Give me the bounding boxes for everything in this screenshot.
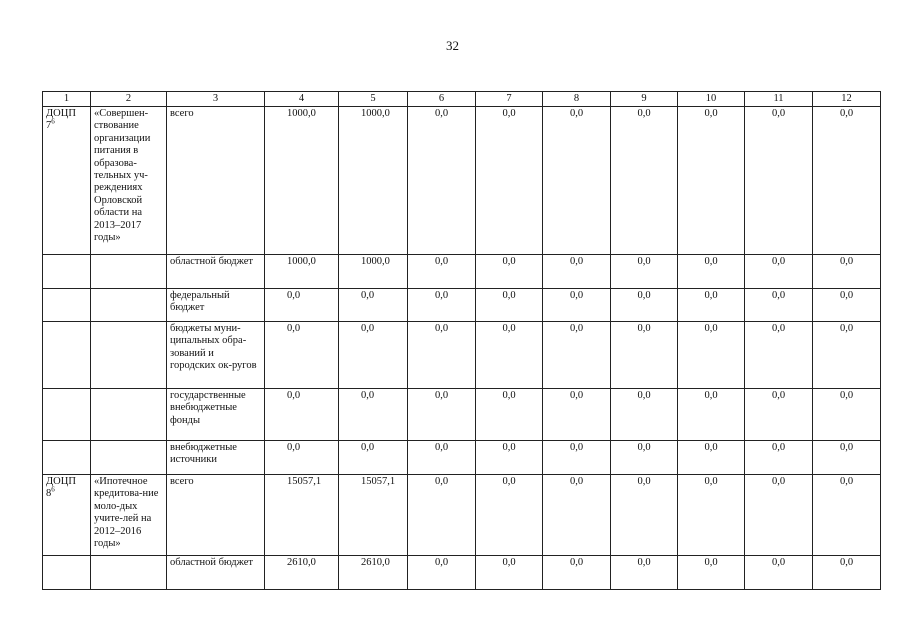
amount-cell: 0,0 xyxy=(813,475,881,556)
program-code-cell xyxy=(43,107,91,255)
amount-cell: 0,0 xyxy=(611,389,678,441)
amount-cell: 0,0 xyxy=(745,475,813,556)
amount-cell: 0,0 xyxy=(611,107,678,255)
amount-cell: 0,0 xyxy=(745,322,813,389)
column-header: 6 xyxy=(408,92,476,107)
amount-cell: 0,0 xyxy=(543,475,611,556)
program-code: ДОЦП 8 xyxy=(46,476,76,500)
funding-source: государственные внебюджетные фонды xyxy=(167,389,265,441)
amount-cell: 0,0 xyxy=(813,322,881,389)
amount-cell: 0,0 xyxy=(611,441,678,475)
amount-cell: 0,0 xyxy=(745,441,813,475)
column-header: 1 xyxy=(43,92,91,107)
program-name: «Совершен-ствование организации питания в образова-тельных уч-реждениях Орловской области на 2013–2017 годы» xyxy=(91,107,167,255)
amount-cell: 0,0 xyxy=(678,289,745,322)
amount-cell: 0,0 xyxy=(476,475,543,556)
amount-cell: 0,0 xyxy=(265,289,339,322)
amount-cell: 0,0 xyxy=(678,441,745,475)
amount-cell: 0,0 xyxy=(678,322,745,389)
amount-cell: 0,0 xyxy=(611,475,678,556)
funding-source: областной бюджет xyxy=(167,556,265,590)
amount-cell: 0,0 xyxy=(813,441,881,475)
funding-source: внебюджетные источники xyxy=(167,441,265,475)
amount-cell: 0,0 xyxy=(543,322,611,389)
amount-cell: 0,0 xyxy=(543,441,611,475)
amount-cell: 1000,0 xyxy=(265,107,339,255)
column-header: 9 xyxy=(611,92,678,107)
amount-cell: 0,0 xyxy=(678,107,745,255)
amount-cell: 0,0 xyxy=(611,556,678,590)
program-code-cell xyxy=(43,255,91,289)
funding-source: областной бюджет xyxy=(167,255,265,289)
amount-cell: 0,0 xyxy=(476,441,543,475)
program-code-cell xyxy=(43,556,91,590)
amount-cell: 0,0 xyxy=(813,389,881,441)
table-row xyxy=(43,556,881,590)
column-header: 12 xyxy=(813,92,881,107)
amount-cell: 0,0 xyxy=(476,289,543,322)
footnote-marker: 6 xyxy=(51,485,55,494)
amount-cell: 2610,0 xyxy=(339,556,408,590)
amount-cell: 0,0 xyxy=(678,475,745,556)
amount-cell: 0,0 xyxy=(678,389,745,441)
amount-cell: 0,0 xyxy=(476,322,543,389)
footnote-marker: 6 xyxy=(51,117,55,126)
amount-cell: 0,0 xyxy=(745,107,813,255)
amount-cell: 0,0 xyxy=(678,255,745,289)
amount-cell: 0,0 xyxy=(476,556,543,590)
amount-cell: 0,0 xyxy=(265,322,339,389)
amount-cell: 0,0 xyxy=(543,389,611,441)
program-code-cell xyxy=(43,322,91,389)
amount-cell: 0,0 xyxy=(408,475,476,556)
amount-cell: 0,0 xyxy=(339,441,408,475)
amount-cell: 0,0 xyxy=(543,107,611,255)
table-row xyxy=(43,289,881,322)
amount-cell: 0,0 xyxy=(408,289,476,322)
amount-cell: 2610,0 xyxy=(265,556,339,590)
program-code-cell xyxy=(43,441,91,475)
table-row xyxy=(43,475,881,556)
amount-cell: 15057,1 xyxy=(265,475,339,556)
amount-cell: 0,0 xyxy=(408,107,476,255)
amount-cell: 0,0 xyxy=(339,289,408,322)
program-name xyxy=(91,441,167,475)
funding-source: всего xyxy=(167,107,265,255)
table-row xyxy=(43,255,881,289)
table-row xyxy=(43,389,881,441)
column-header: 3 xyxy=(167,92,265,107)
amount-cell: 0,0 xyxy=(813,556,881,590)
amount-cell: 0,0 xyxy=(265,389,339,441)
column-header: 11 xyxy=(745,92,813,107)
amount-cell: 15057,1 xyxy=(339,475,408,556)
program-code-cell xyxy=(43,475,91,556)
amount-cell: 0,0 xyxy=(678,556,745,590)
amount-cell: 0,0 xyxy=(813,107,881,255)
amount-cell: 0,0 xyxy=(476,255,543,289)
amount-cell: 0,0 xyxy=(339,322,408,389)
amount-cell: 0,0 xyxy=(745,556,813,590)
page-number: 32 xyxy=(446,38,459,53)
amount-cell: 0,0 xyxy=(265,441,339,475)
program-name: «Ипотечное кредитова-ние моло-дых учите-лей на 2012–2016 годы» xyxy=(91,475,167,556)
amount-cell: 0,0 xyxy=(611,255,678,289)
amount-cell: 0,0 xyxy=(476,107,543,255)
program-code: ДОЦП 7 xyxy=(46,108,76,132)
amount-cell: 0,0 xyxy=(745,389,813,441)
table-row xyxy=(43,441,881,475)
funding-source: федеральный бюджет xyxy=(167,289,265,322)
budget-table xyxy=(42,91,881,590)
column-header: 8 xyxy=(543,92,611,107)
amount-cell: 1000,0 xyxy=(265,255,339,289)
amount-cell: 0,0 xyxy=(408,556,476,590)
program-name xyxy=(91,255,167,289)
funding-source: всего xyxy=(167,475,265,556)
amount-cell: 0,0 xyxy=(408,389,476,441)
amount-cell: 1000,0 xyxy=(339,255,408,289)
column-header: 10 xyxy=(678,92,745,107)
amount-cell: 0,0 xyxy=(543,289,611,322)
program-code-cell xyxy=(43,289,91,322)
column-header: 7 xyxy=(476,92,543,107)
amount-cell: 0,0 xyxy=(476,389,543,441)
column-header: 2 xyxy=(91,92,167,107)
amount-cell: 0,0 xyxy=(611,322,678,389)
program-name xyxy=(91,389,167,441)
amount-cell: 0,0 xyxy=(543,255,611,289)
amount-cell: 0,0 xyxy=(408,441,476,475)
program-name xyxy=(91,556,167,590)
table-row xyxy=(43,322,881,389)
amount-cell: 0,0 xyxy=(611,289,678,322)
header-row xyxy=(43,92,881,107)
column-header: 5 xyxy=(339,92,408,107)
amount-cell: 0,0 xyxy=(408,255,476,289)
column-header: 4 xyxy=(265,92,339,107)
program-code-cell xyxy=(43,389,91,441)
amount-cell: 0,0 xyxy=(408,322,476,389)
amount-cell: 0,0 xyxy=(813,255,881,289)
program-name xyxy=(91,289,167,322)
amount-cell: 0,0 xyxy=(745,255,813,289)
amount-cell: 0,0 xyxy=(813,289,881,322)
amount-cell: 1000,0 xyxy=(339,107,408,255)
amount-cell: 0,0 xyxy=(745,289,813,322)
amount-cell: 0,0 xyxy=(543,556,611,590)
funding-source: бюджеты муни-ципальных обра-зований и городских ок-ругов xyxy=(167,322,265,389)
table-row xyxy=(43,107,881,255)
amount-cell: 0,0 xyxy=(339,389,408,441)
program-name xyxy=(91,322,167,389)
